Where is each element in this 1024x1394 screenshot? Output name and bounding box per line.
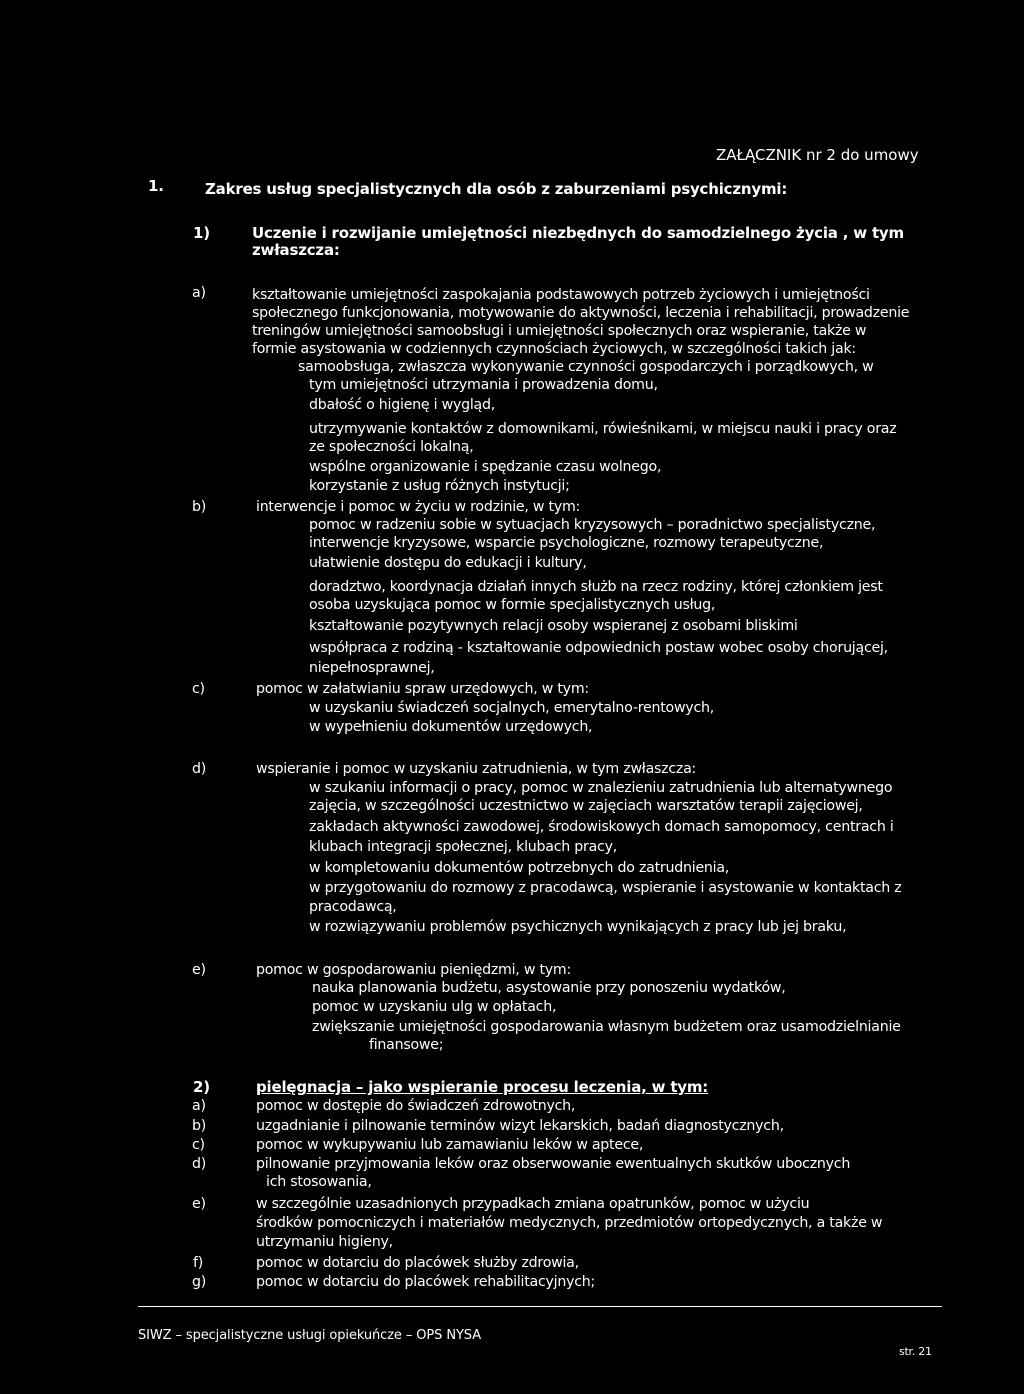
item-marker: d) [192, 1156, 207, 1172]
item-text: wspieranie i pomoc w uzyskaniu zatrudnienia, w tym zwłaszcza: [256, 761, 697, 777]
list-item: niepełnosprawnej, [309, 660, 435, 676]
item-marker: e) [192, 962, 206, 978]
list-item: pracodawcą, [309, 899, 397, 915]
list-item: w przygotowaniu do rozmowy z pracodawcą, wspieranie i asystowanie w kontaktach z [309, 880, 902, 896]
section-title: Zakres usług specjalistycznych dla osób z zaburzeniami psychicznymi: [205, 180, 788, 198]
subsection-title: zwłaszcza: [252, 241, 340, 259]
list-item: kształtowanie pozytywnych relacji osoby wspieranej z osobami bliskimi [309, 618, 798, 634]
item-marker: f) [193, 1255, 204, 1271]
list-item: zakładach aktywności zawodowej, środowiskowych domach samopomocy, centrach i [309, 819, 894, 835]
item-marker: d) [192, 761, 207, 777]
list-item: pomoc w radzeniu sobie w sytuacjach kryzysowych – poradnictwo specjalistyczne, [309, 517, 876, 533]
annex-label: ZAŁĄCZNIK nr 2 do umowy [716, 146, 919, 164]
list-item: utrzymywanie kontaktów z domownikami, rówieśnikami, w miejscu nauki i pracy oraz [309, 421, 897, 437]
item-text: pilnowanie przyjmowania leków oraz obserwowanie ewentualnych skutków ubocznych [256, 1156, 851, 1172]
list-item: w kompletowaniu dokumentów potrzebnych do zatrudnienia, [309, 860, 730, 876]
item-text: formie asystowania w codziennych czynnościach życiowych, w szczególności takich jak: [252, 341, 856, 357]
item-text: kształtowanie umiejętności zaspokajania podstawowych potrzeb życiowych i umiejętności [252, 287, 870, 303]
item-text: treningów umiejętności samoobsługi i umiejętności społecznych oraz wspieranie, także w [252, 323, 867, 339]
item-text: interwencje i pomoc w życiu w rodzinie, w tym: [256, 499, 581, 515]
subsection-number: 1) [193, 224, 210, 242]
item-text: pomoc w załatwianiu spraw urzędowych, w tym: [256, 681, 589, 697]
subsection-number: 2) [193, 1078, 210, 1096]
item-text: pomoc w dotarciu do placówek służby zdrowia, [256, 1255, 579, 1271]
item-text: pomoc w dostępie do świadczeń zdrowotnych, [256, 1098, 576, 1114]
item-text: uzgadnianie i pilnowanie terminów wizyt lekarskich, badań diagnostycznych, [256, 1118, 784, 1134]
list-item: samoobsługa, zwłaszcza wykonywanie czynności gospodarczych i porządkowych, w [298, 359, 874, 375]
item-text: pomoc w wykupywaniu lub zamawianiu leków w aptece, [256, 1137, 644, 1153]
list-item: w szukaniu informacji o pracy, pomoc w znalezieniu zatrudnienia lub alternatywnego [309, 780, 893, 796]
item-marker: c) [192, 681, 205, 697]
page-number: str. 21 [899, 1345, 932, 1358]
list-item: interwencje kryzysowe, wsparcie psychologiczne, rozmowy terapeutyczne, [309, 535, 824, 551]
section-number: 1. [148, 177, 164, 195]
footer-text: SIWZ – specjalistyczne usługi opiekuńcze – OPS NYSA [138, 1328, 481, 1343]
item-text: środków pomocniczych i materiałów medycznych, przedmiotów ortopedycznych, a także w [256, 1215, 883, 1231]
list-item: zwiększanie umiejętności gospodarowania własnym budżetem oraz usamodzielnianie [312, 1019, 901, 1035]
list-item: w uzyskaniu świadczeń socjalnych, emerytalno-rentowych, [309, 700, 714, 716]
footer-rule [138, 1306, 942, 1307]
item-marker: a) [192, 1098, 206, 1114]
item-marker: b) [192, 1118, 207, 1134]
subsection-title: pielęgnacja – jako wspieranie procesu leczenia, w tym: [256, 1078, 709, 1096]
list-item: nauka planowania budżetu, asystowanie przy ponoszeniu wydatków, [312, 980, 786, 996]
item-marker: a) [192, 285, 206, 301]
list-item: wspólne organizowanie i spędzanie czasu wolnego, [309, 459, 662, 475]
list-item: klubach integracji społecznej, klubach pracy, [309, 839, 618, 855]
list-item: osoba uzyskująca pomoc w formie specjalistycznych usług, [309, 597, 716, 613]
list-item: doradztwo, koordynacja działań innych służb na rzecz rodziny, której członkiem jest [309, 579, 883, 595]
list-item: ze społeczności lokalną, [309, 439, 474, 455]
item-text: w szczególnie uzasadnionych przypadkach zmiana opatrunków, pomoc w użyciu [256, 1196, 810, 1212]
item-text: pomoc w gospodarowaniu pieniędzmi, w tym: [256, 962, 572, 978]
list-item: w wypełnieniu dokumentów urzędowych, [309, 719, 593, 735]
list-item: dbałość o higienę i wygląd, [309, 397, 496, 413]
list-item: ułatwienie dostępu do edukacji i kultury, [309, 555, 587, 571]
subsection-title: Uczenie i rozwijanie umiejętności niezbędnych do samodzielnego życia , w tym [252, 224, 904, 242]
item-marker: g) [192, 1274, 207, 1290]
item-marker: e) [192, 1196, 206, 1212]
list-item: zajęcia, w szczególności uczestnictwo w zajęciach warsztatów terapii zajęciowej, [309, 798, 863, 814]
item-text: ich stosowania, [266, 1174, 372, 1190]
item-text: społecznego funkcjonowania, motywowanie do aktywności, leczenia i rehabilitacji, prowadzenie [252, 305, 910, 321]
list-item: korzystanie z usług różnych instytucji; [309, 478, 570, 494]
list-item: współpraca z rodziną - kształtowanie odpowiednich postaw wobec osoby chorującej, [309, 640, 888, 656]
list-item: pomoc w uzyskaniu ulg w opłatach, [312, 999, 557, 1015]
item-marker: b) [192, 499, 207, 515]
list-item: w rozwiązywaniu problemów psychicznych wynikających z pracy lub jej braku, [309, 919, 847, 935]
list-item: tym umiejętności utrzymania i prowadzenia domu, [309, 377, 658, 393]
item-text: utrzymaniu higieny, [256, 1234, 393, 1250]
item-marker: c) [192, 1137, 205, 1153]
item-text: pomoc w dotarciu do placówek rehabilitacyjnych; [256, 1274, 596, 1290]
list-item: finansowe; [369, 1037, 444, 1053]
